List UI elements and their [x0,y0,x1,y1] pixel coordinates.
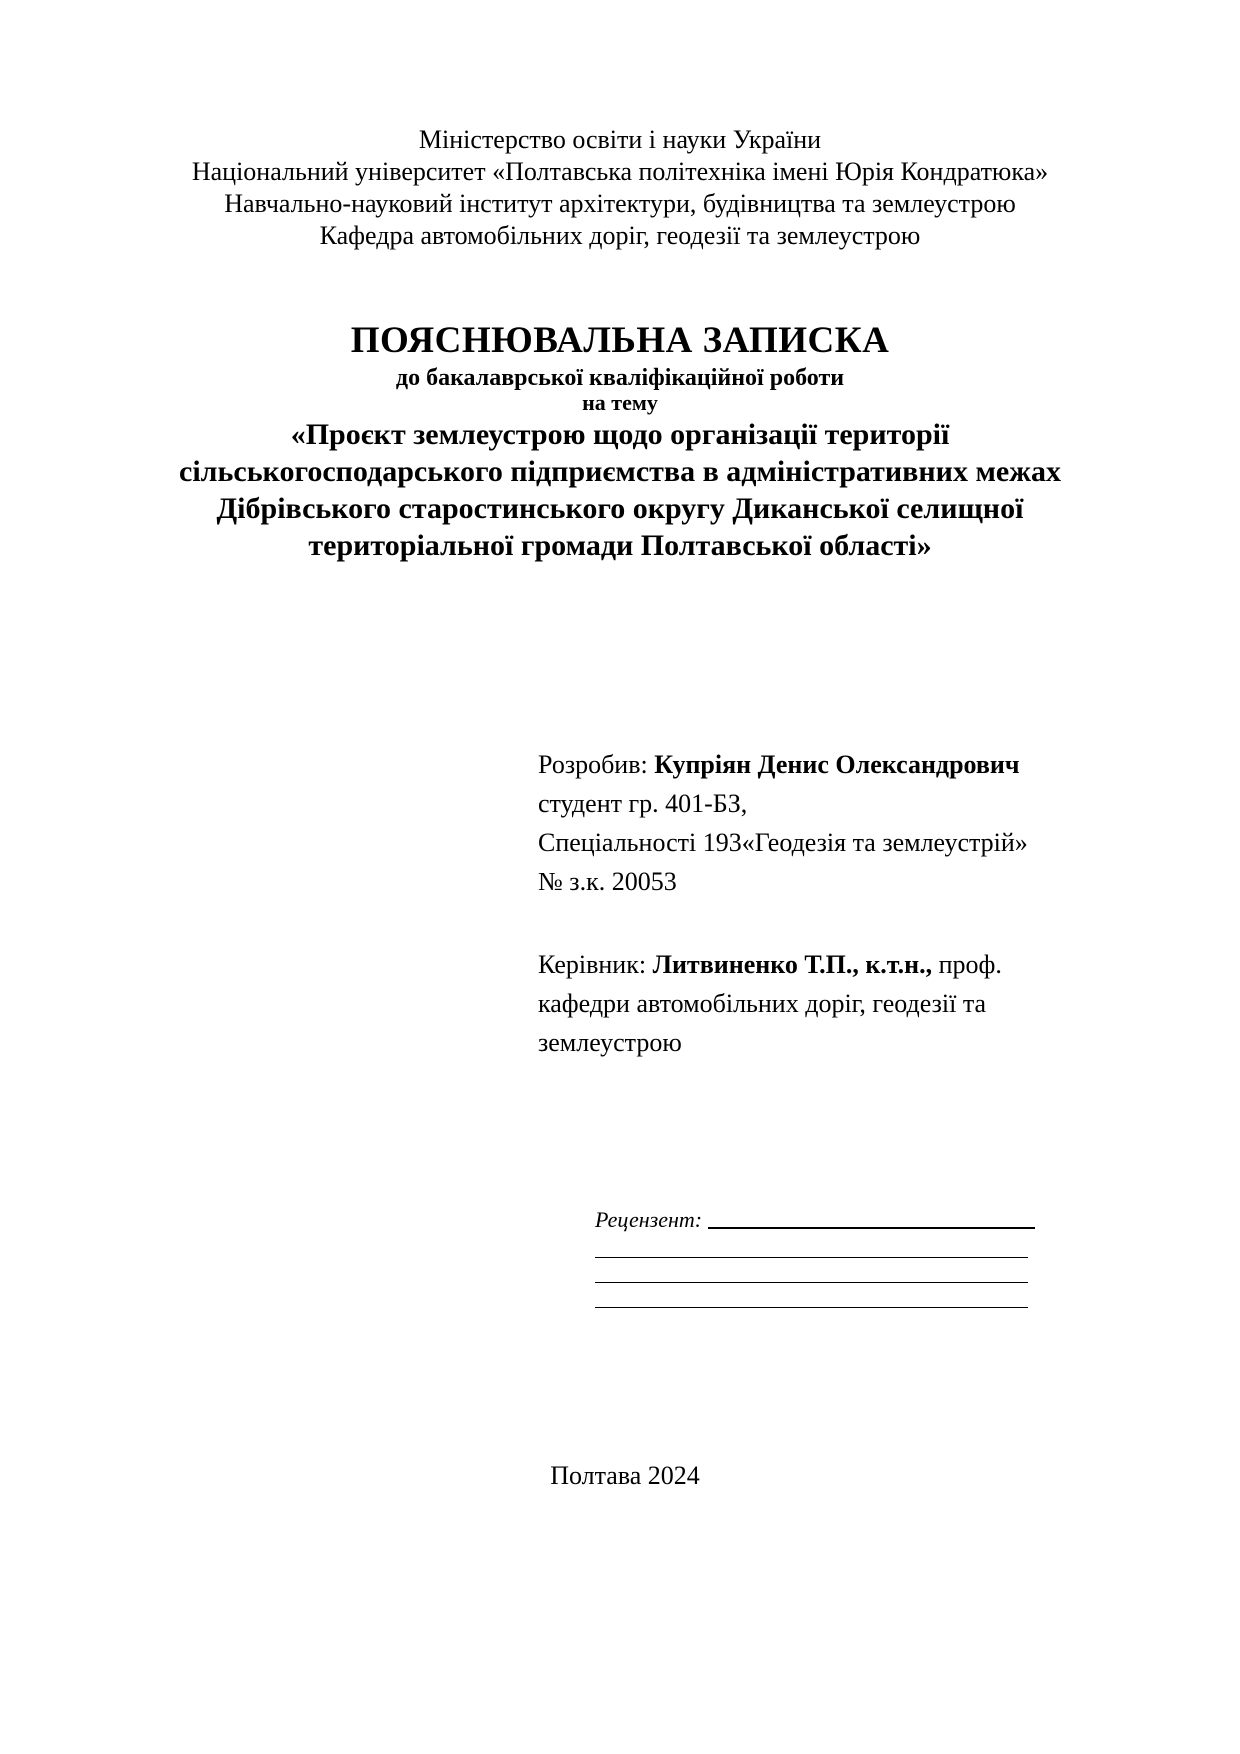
topic-line: «Проєкт землеустрою щодо організації території [290,418,950,451]
supervisor-line [538,945,1098,984]
university-line: Національний університет «Полтавська політехніка імені Юрія Кондратюка» [191,157,1049,186]
ministry-line: Міністерство освіти і науки України [418,125,822,154]
author-label: Розробив: [538,750,648,779]
author-specialty: Спеціальності 193«Геодезія та землеустрій» [538,828,1028,857]
document-title: ПОЯСНЮВАЛЬНА ЗАПИСКА [350,320,890,361]
reviewer-blank-line [595,1283,1028,1308]
document-subtitle: до бакалаврської кваліфікаційної роботи [395,365,845,391]
topic-line: Дібрівського старостинського округу Диканської селищної [216,492,1024,525]
supervisor-department-cont: землеустрою [538,1028,682,1057]
author-name: Купріян Денис Олександрович [654,750,1020,779]
reviewer-label: Рецензент: [595,1207,703,1232]
department-line: Кафедра автомобільних доріг, геодезії та землеустрою [319,221,921,250]
author-record-book: № з.к. 20053 [538,867,677,896]
topic-line: сільськогосподарського підприємства в адміністративних межах [179,455,1061,488]
institution-header [0,124,1240,252]
reviewer-block [595,1205,1035,1308]
work-topic [0,416,1240,564]
reviewer-signature-line [708,1207,1035,1229]
institute-line: Навчально-науковий інститут архітектури, будівництва та землеустрою [224,189,1016,218]
reviewer-blank-line [595,1233,1028,1258]
title-block [0,318,1240,564]
theme-label: на тему [582,390,658,415]
author-group: студент гр. 401-БЗ, [538,789,748,818]
author-block [538,745,1098,1062]
supervisor-department: кафедри автомобільних доріг, геодезії та [538,989,987,1018]
topic-line: територіальної громади Полтавської області» [308,529,932,562]
reviewer-row [595,1205,1035,1233]
reviewer-blank-line [595,1258,1028,1283]
supervisor-name: Литвиненко Т.П., к.т.н., [652,950,933,979]
supervisor-position: проф. [938,950,1002,979]
supervisor-label: Керівник: [538,950,647,979]
author-line [538,745,1098,784]
city-year: Полтава 2024 [550,1461,700,1490]
spacer [538,901,1098,945]
